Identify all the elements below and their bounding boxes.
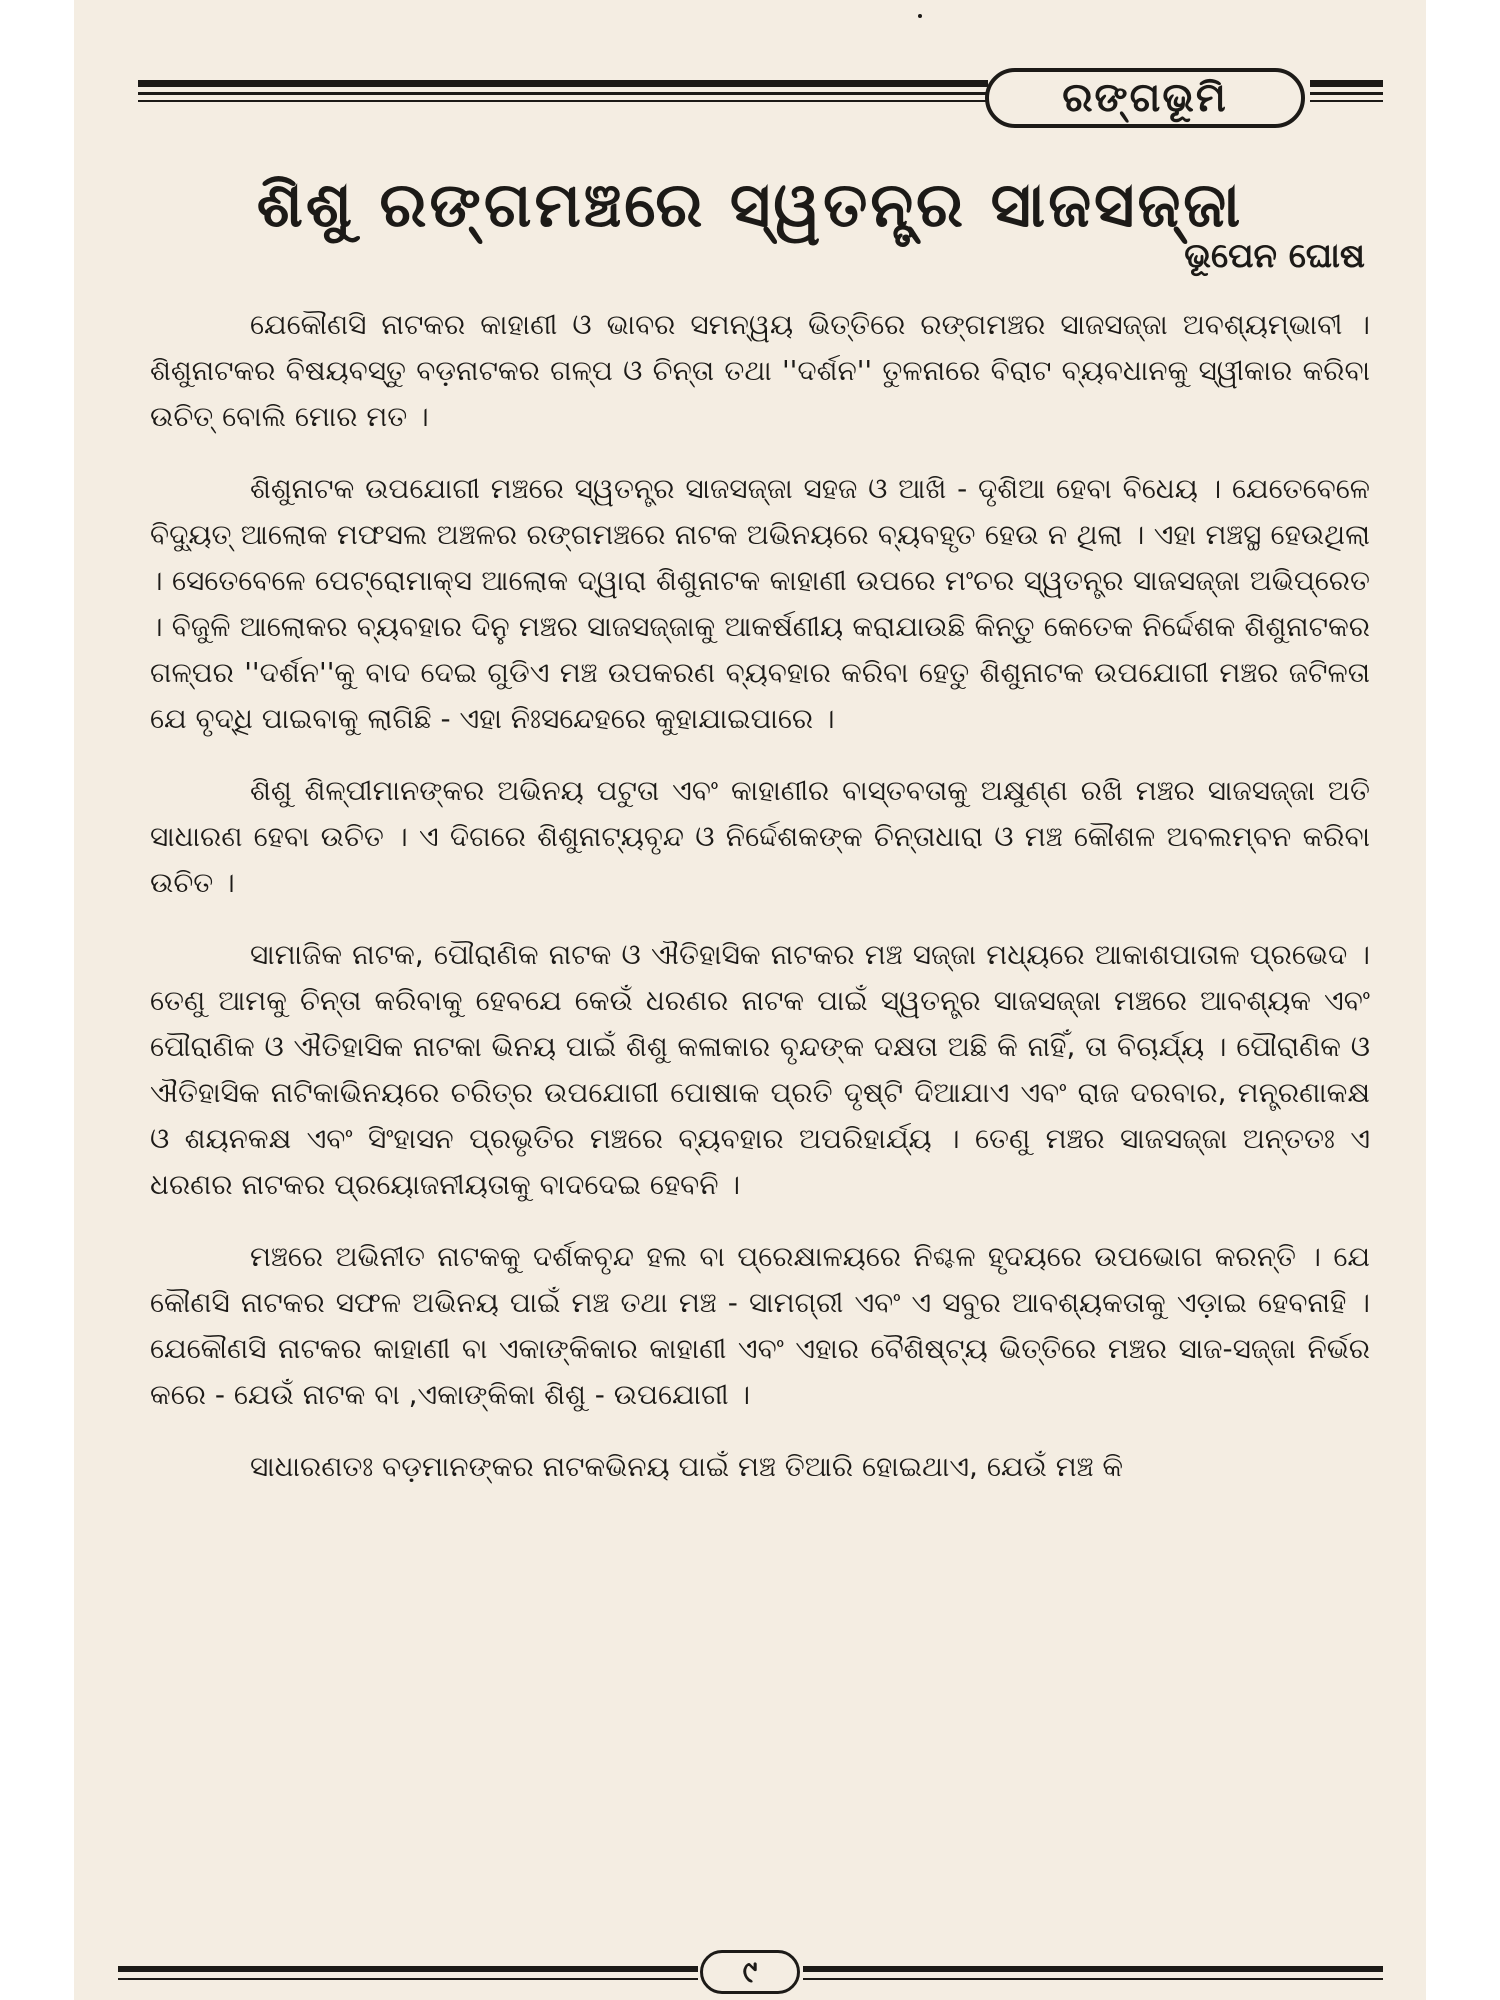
article-body — [150, 302, 1370, 1516]
page-number: ୯ — [700, 1950, 800, 1994]
paragraph: ଯେକୌଣସି ନାଟକର କାହାଣୀ ଓ ଭାବର ସମନ୍ୱୟ ଭିତ୍ତିରେ ରଙ୍ଗମଞ୍ଚର ସାଜସଜ୍ଜା ଅବଶ୍ୟମ୍ଭାବୀ । ଶିଶୁନାଟକର ବିଷୟବସ୍ତୁ ବଡ଼ନାଟକର ଗଳ୍ପ ଓ ଚିନ୍ତା ତଥା ''ଦର୍ଶନ'' ତୁଳନାରେ ବିରାଟ ବ୍ୟବଧାନକୁ ସ୍ୱୀକାର କରିବା ଉଚିତ୍ ବୋଲି ମୋର ମତ । — [150, 308, 1370, 433]
article-author: ଭୂପେନ ଘୋଷ — [1184, 236, 1365, 276]
article-title: ଶିଶୁ ରଙ୍ଗମଞ୍ଚରେ ସ୍ୱତନ୍ତ୍ର ସାଜସଜ୍ଜା — [256, 168, 1244, 241]
paragraph: ସାମାଜିକ ନାଟକ, ପୌରାଣିକ ନାଟକ ଓ ଐତିହାସିକ ନାଟକର ମଞ୍ଚ ସଜ୍ଜା ମଧ୍ୟରେ ଆକାଶପାତାଳ ପ୍ରଭେଦ । ତେଣୁ ଆମକୁ ଚିନ୍ତା କରିବାକୁ ହେବଯେ କେଉଁ ଧରଣର ନାଟକ ପାଇଁ ସ୍ୱତନ୍ତ୍ର ସାଜସଜ୍ଜା ମଞ୍ଚରେ ଆବଶ୍ୟକ ଏବଂ ପୌରାଣିକ ଓ ଐତିହାସିକ ନାଟକା ଭିନୟ ପାଇଁ ଶିଶୁ କଳାକାର ବୃନ୍ଦଙ୍କ ଦକ୍ଷତା ଅଛି କି ନାହିଁ, ତା ବିଚାର୍ଯ୍ୟ । ପୌରାଣିକ ଓ ଐତିହାସିକ ନାଟିକାଭିନୟରେ ଚରିତ୍ର ଉପଯୋଗୀ ପୋଷାକ ପ୍ରତି ଦୃଷ୍ଟି ଦିଆଯାଏ ଏବଂ ରାଜ ଦରବାର, ମନ୍ତ୍ରଣାକକ୍ଷ ଓ ଶୟନକକ୍ଷ ଏବଂ ସିଂହାସନ ପ୍ରଭୃତିର ମଞ୍ଚରେ ବ୍ୟବହାର ଅପରିହାର୍ଯ୍ୟ । ତେଣୁ ମଞ୍ଚର ସାଜସଜ୍ଜା ଅନ୍ତତଃ ଏ ଧରଣର ନାଟକର ପ୍ରୟୋଜନୀୟତାକୁ ବାଦଦେଇ ହେବନି । — [150, 938, 1370, 1201]
paragraph: ଶିଶୁନାଟକ ଉପଯୋଗୀ ମଞ୍ଚରେ ସ୍ୱତନ୍ତ୍ର ସାଜସଜ୍ଜା ସହଜ ଓ ଆଖି - ଦୃଶିଆ ହେବା ବିଧେୟ । ଯେତେବେଳେ ବିଦ୍ୟୁତ୍ ଆଲୋକ ମଫସଲ ଅଞ୍ଚଳର ରଙ୍ଗମଞ୍ଚରେ ନାଟକ ଅଭିନୟରେ ବ୍ୟବହୃତ ହେଉ ନ ଥିଲା । ଏହା ମଞ୍ଚସ୍ଥ ହେଉଥିଲା । ସେତେବେଳେ ପେଟ୍ରୋମାକ୍ସ ଆଲୋକ ଦ୍ୱାରା ଶିଶୁନାଟକ କାହାଣୀ ଉପରେ ମଂଚର ସ୍ୱତନ୍ତ୍ର ସାଜସଜ୍ଜା ଅଭିପ୍ରେତ । ବିଜୁଳି ଆଲୋକର ବ୍ୟବହାର ଦିନୁ ମଞ୍ଚର ସାଜସଜ୍ଜାକୁ ଆକର୍ଷଣୀୟ କରାଯାଉଛି କିନ୍ତୁ କେତେକ ନିର୍ଦ୍ଦେଶକ ଶିଶୁନାଟକର ଗଳ୍ପର ''ଦର୍ଶନ''କୁ ବାଦ ଦେଇ ଗୁଡିଏ ମଞ୍ଚ ଉପକରଣ ବ୍ୟବହାର କରିବା ହେତୁ ଶିଶୁନାଟକ ଉପଯୋଗୀ ମଞ୍ଚର ଜଟିଳତା ଯେ ବୃଦ୍ଧି ପାଇବାକୁ ଲାଗିଛି - ଏହା ନିଃସନ୍ଦେହରେ କୁହାଯାଇପାରେ । — [150, 472, 1370, 735]
paragraph: ମଞ୍ଚରେ ଅଭିନୀତ ନାଟକକୁ ଦର୍ଶକବୃନ୍ଦ ହଲ ବା ପ୍ରେକ୍ଷାଳୟରେ ନିଶ୍ଚଳ ହୃଦୟରେ ଉପଭୋଗ କରନ୍ତି । ଯେ କୌଣସି ନାଟକର ସଫଳ ଅଭିନୟ ପାଇଁ ମଞ୍ଚ ତଥା ମଞ୍ଚ - ସାମଗ୍ରୀ ଏବଂ ଏ ସବୁର ଆବଶ୍ୟକତାକୁ ଏଡ଼ାଇ ହେବନାହି । ଯେକୌଣସି ନାଟକର କାହାଣୀ ବା ଏକାଙ୍କିକାର କାହାଣୀ ଏବଂ ଏହାର ବୈଶିଷ୍ଟ୍ୟ ଭିତ୍ତିରେ ମଞ୍ଚର ସାଜ-ସଜ୍ଜା ନିର୍ଭର କରେ - ଯେଉଁ ନାଟକ ବା ,ଏକାଙ୍କିକା ଶିଶୁ - ଉପଯୋଗୀ । — [150, 1240, 1370, 1411]
paragraph: ଶିଶୁ ଶିଳ୍ପୀମାନଙ୍କର ଅଭିନୟ ପଟୁତା ଏବଂ କାହାଣୀର ବାସ୍ତବତାକୁ ଅକ୍ଷୁଣ୍ଣ ରଖି ମଞ୍ଚର ସାଜସଜ୍ଜା ଅତି ସାଧାରଣ ହେବା ଉଚିତ । ଏ ଦିଗରେ ଶିଶୁନାଟ୍ୟବୃନ୍ଦ ଓ ନିର୍ଦ୍ଦେଶକଙ୍କ ଚିନ୍ତାଧାରା ଓ ମଞ୍ଚ କୌଶଳ ଅବଲମ୍ବନ କରିବା ଉଚିତ । — [150, 774, 1370, 899]
paragraph: ସାଧାରଣତଃ ବଡ଼ମାନଙ୍କର ନାଟକଭିନୟ ପାଇଁ ମଞ୍ଚ ତିଆରି ହୋଇଥାଏ, ଯେଉଁ ମଞ୍ଚ କି — [250, 1450, 1124, 1483]
print-speck — [918, 14, 922, 18]
section-tag: ରଙ୍ଗଭୂମି — [985, 68, 1305, 128]
